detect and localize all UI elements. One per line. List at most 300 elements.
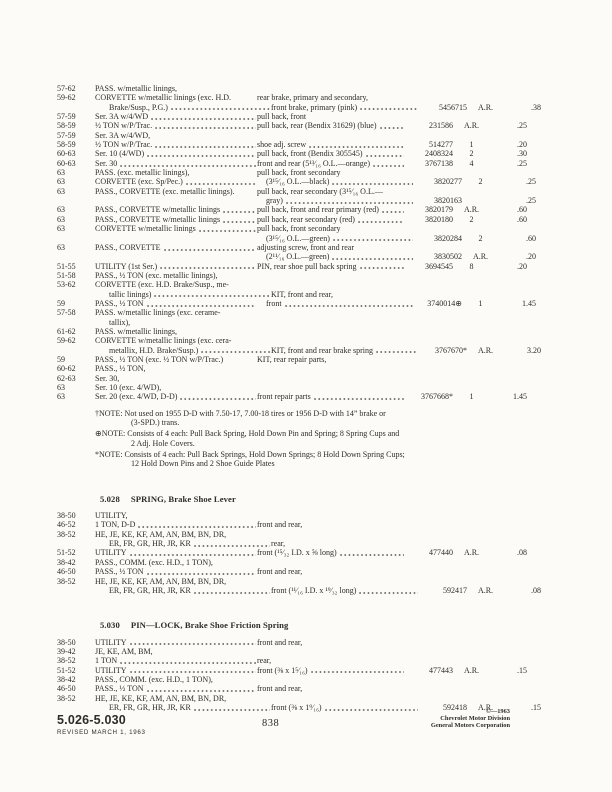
col-quantity: A.R. <box>477 345 494 355</box>
col-quantity: A.R. <box>472 252 489 262</box>
col-years: 60-62 <box>57 364 76 374</box>
col-model <box>95 121 257 130</box>
section-number: 5.030 <box>100 620 120 631</box>
col-model <box>95 168 257 177</box>
table-row <box>57 345 541 355</box>
model-text: Ser. 30 <box>95 158 118 168</box>
footer-left <box>57 713 146 736</box>
col-price: .25 <box>517 158 527 168</box>
col-quantity: A.R. <box>463 205 480 215</box>
leader-dots <box>164 249 256 251</box>
description-text: pull back, rear secondary (3¹⁵⁄₁₆ O.L.— <box>257 186 383 196</box>
leader-dots <box>286 202 413 204</box>
table-row <box>57 140 527 149</box>
model-text: Ser. 30, <box>95 373 120 383</box>
description-text: pull back, rear (Bendix 31629) (blue) <box>257 121 377 131</box>
leader-dots <box>380 127 404 129</box>
model-text: HE, JE, KE, KF, AM, AN, BM, BN, DR, <box>95 529 227 539</box>
table-row <box>57 121 527 130</box>
note <box>57 450 527 469</box>
col-description <box>271 103 419 112</box>
description-text: pull back, front secondary <box>257 168 341 178</box>
col-model <box>95 243 257 252</box>
leader-dots <box>147 155 256 157</box>
col-years: 63 <box>57 383 65 392</box>
col-model <box>95 355 257 364</box>
table-row <box>57 252 536 262</box>
table-row <box>57 149 527 158</box>
model-text: PASS., ½ TON (exc. metallic linings), <box>95 270 218 280</box>
col-years: 63 <box>57 186 65 196</box>
table-row <box>57 548 527 557</box>
col-model <box>95 656 257 665</box>
leader-dots <box>360 108 418 110</box>
leader-dots <box>223 221 256 223</box>
table-row <box>57 177 536 187</box>
col-quantity: 2 <box>469 214 474 224</box>
leader-dots <box>147 305 256 307</box>
col-model <box>95 327 257 336</box>
col-model <box>95 567 257 576</box>
note-line-2: 12 Hold Down Pins and 2 Shoe Guide Plates <box>131 459 275 469</box>
note <box>57 429 527 448</box>
description-text: (3¹⁵⁄₁₆ O.L.—green) <box>266 233 330 243</box>
col-part-number: 231586 <box>429 121 453 131</box>
col-years: 38-52 <box>57 576 76 586</box>
model-text: PASS., ½ TON <box>95 567 144 577</box>
col-model <box>95 539 271 548</box>
col-model <box>95 364 257 373</box>
table-row <box>57 298 536 308</box>
col-years: 62-63 <box>57 373 76 383</box>
col-model <box>95 308 257 317</box>
col-model <box>95 280 257 289</box>
col-part-number: 3767668* <box>421 392 453 402</box>
leader-dots <box>180 398 256 400</box>
table-row <box>57 638 527 647</box>
model-text: HE, JE, KE, KF, AM, AN, BM, BN, DR, <box>95 576 227 586</box>
model-text: UTILITY <box>95 637 127 647</box>
col-part-number: 3740014⊕ <box>427 298 462 308</box>
table-row <box>57 131 527 140</box>
note-line-2: 2 Adj. Hole Covers. <box>131 438 195 448</box>
col-model <box>95 205 257 214</box>
model-text: ½ TON w/P/Trac. <box>95 121 153 131</box>
note <box>57 409 527 428</box>
col-model <box>95 666 257 675</box>
col-price: .60 <box>517 214 527 224</box>
col-description <box>257 243 405 252</box>
model-text: ER, FR, GR, HR, JR, KR <box>109 702 191 712</box>
col-years: 53-62 <box>57 280 76 290</box>
model-text: UTILITY <box>95 665 127 675</box>
col-description <box>257 567 405 576</box>
col-years: 63 <box>57 224 65 234</box>
col-part-number: 5456715 <box>439 102 467 112</box>
catalog-content <box>57 84 541 712</box>
col-years: 58-59 <box>57 121 76 131</box>
col-model <box>95 346 271 355</box>
col-quantity: A.R. <box>477 102 494 112</box>
col-model <box>95 558 257 567</box>
col-model <box>95 530 257 539</box>
col-part-number: 592417 <box>443 585 467 595</box>
model-text: PASS., CORVETTE (exc. metallic linings). <box>95 186 235 196</box>
col-description <box>257 149 405 158</box>
col-quantity: A.R. <box>463 665 480 675</box>
table-row <box>57 196 536 206</box>
leader-dots <box>194 592 270 594</box>
description-text: pull back, rear secondary (red) <box>257 214 355 224</box>
col-years: 63 <box>57 392 65 402</box>
leader-dots <box>171 108 270 110</box>
col-model <box>95 262 257 271</box>
col-description <box>257 234 414 243</box>
col-quantity: A.R. <box>463 121 480 131</box>
model-text: Ser. 3A w/4/WD <box>95 112 149 122</box>
col-part-number: 3767670* <box>435 345 467 355</box>
model-text: HE, JE, KE, KF, AM, AN, BM, BN, DR, <box>95 693 227 703</box>
col-model <box>95 694 257 703</box>
col-model <box>95 318 271 327</box>
table-row <box>57 666 527 675</box>
col-years: 38-52 <box>57 529 76 539</box>
col-model <box>95 149 257 158</box>
leader-dots <box>130 671 256 673</box>
col-years: 59-62 <box>57 93 76 103</box>
table-row <box>57 355 527 364</box>
col-model <box>95 548 257 557</box>
col-quantity: 2 <box>469 149 474 159</box>
leader-dots <box>314 398 404 400</box>
col-part-number: 3820163 <box>434 196 462 206</box>
col-description <box>257 93 405 102</box>
leader-dots <box>332 258 413 260</box>
col-model <box>95 159 257 168</box>
col-model <box>95 675 257 684</box>
col-description <box>257 656 405 665</box>
description-text: pull back, front secondary <box>257 224 341 234</box>
col-price: .25 <box>526 177 536 187</box>
col-description <box>257 355 405 364</box>
leader-dots <box>155 146 256 148</box>
table-row <box>57 539 527 548</box>
model-text: PASS., CORVETTE w/metallic linings <box>95 205 221 215</box>
table-row <box>57 647 527 656</box>
description-text: pull back, front (Bendix 305545) <box>257 149 363 159</box>
note-line-1: ⊕NOTE: Consists of 4 each: Pull Back Spring, Hold Down Pin and Spring; 8 Spring Cups and <box>95 429 400 439</box>
table-row <box>57 530 527 539</box>
col-model <box>95 511 257 520</box>
model-text: CORVETTE (exc. Sp/Pec.) <box>95 177 183 187</box>
leader-dots <box>373 165 404 167</box>
col-description <box>271 346 419 355</box>
leader-dots <box>194 545 270 547</box>
model-text: ER, FR, GR, HR, JR, KR <box>109 585 191 595</box>
col-price: .08 <box>531 585 541 595</box>
col-part-number: 3820180 <box>425 214 453 224</box>
col-years: 51-52 <box>57 548 76 558</box>
table-row <box>57 159 527 168</box>
description-text: front <box>266 298 282 308</box>
leader-dots <box>130 554 256 556</box>
col-price: .30 <box>517 149 527 159</box>
table-row <box>57 262 527 271</box>
description-text: pull back, front and rear primary (red) <box>257 205 379 215</box>
note-line-1: †NOTE: Not used on 1955 D-D with 7.50-17, 7.00-18 tires or 1956 D-D with 14” brake or <box>95 408 386 418</box>
col-description <box>257 684 405 693</box>
col-quantity: 2 <box>478 233 483 243</box>
col-quantity: 8 <box>469 261 474 271</box>
footer-copyright <box>377 708 510 729</box>
col-description <box>257 262 405 271</box>
col-quantity: A.R. <box>477 585 494 595</box>
leader-dots <box>194 709 270 711</box>
table-row <box>57 694 527 703</box>
description-text: rear, <box>257 656 272 666</box>
section-5026-continued <box>57 84 541 469</box>
col-price: .20 <box>526 252 536 262</box>
col-model <box>95 684 257 693</box>
copyright-division: Chevrolet Motor Division <box>440 715 510 722</box>
col-years: 59 <box>57 298 65 308</box>
col-years: 57-58 <box>57 308 76 318</box>
table-row <box>57 215 527 224</box>
col-model <box>95 177 257 186</box>
parts-table <box>57 637 541 713</box>
col-description <box>257 196 414 205</box>
leader-dots <box>309 146 404 148</box>
model-text: PASS., ½ TON, <box>95 364 146 374</box>
model-text: PASS., CORVETTE <box>95 242 161 252</box>
leader-dots <box>120 662 256 664</box>
col-quantity: 1 <box>478 298 483 308</box>
model-text: 1 TON, D-D <box>95 520 136 530</box>
description-text: KIT, front and rear, <box>271 289 333 299</box>
col-years: 57-59 <box>57 130 76 140</box>
model-text: tallic linings) <box>109 289 152 299</box>
col-model <box>95 187 257 196</box>
table-row <box>57 520 527 529</box>
col-part-number: 514277 <box>429 140 453 150</box>
model-text: PASS. w/metallic linings, <box>95 84 177 93</box>
description-text: front and rear, <box>257 684 303 694</box>
col-years: 63 <box>57 242 65 252</box>
col-years: 46-50 <box>57 567 76 577</box>
leader-dots <box>147 573 256 575</box>
footer-section-range: 5.026-5.030 <box>57 713 126 727</box>
col-price: 1.45 <box>513 392 527 402</box>
description-text: front brake, primary (pink) <box>271 102 358 112</box>
col-model <box>95 647 257 656</box>
model-text: ER, FR, GR, HR, JR, KR <box>109 539 191 549</box>
col-years: 61-62 <box>57 326 76 336</box>
col-description <box>257 205 405 214</box>
col-years: 58-59 <box>57 140 76 150</box>
col-price: .20 <box>517 261 527 271</box>
col-description <box>271 539 419 548</box>
col-years: 39-42 <box>57 646 76 656</box>
model-text: CORVETTE w/metallic linings (exc. H.D. <box>95 93 231 103</box>
model-text: UTILITY (1st Ser.) <box>95 261 158 271</box>
leader-dots <box>285 305 413 307</box>
model-text: CORVETTE w/metallic linings <box>95 224 196 234</box>
col-part-number: 3820284 <box>434 233 462 243</box>
model-text: Ser. 20 (exc. 4/WD, D-D) <box>95 392 178 402</box>
col-price: .20 <box>517 140 527 150</box>
section-5030 <box>57 620 541 712</box>
col-years: 38-52 <box>57 693 76 703</box>
description-text: pull back, front <box>257 112 307 122</box>
model-text: JE, KE, AM, BM, <box>95 646 153 656</box>
col-description <box>257 168 405 177</box>
model-text: 1 TON <box>95 656 118 666</box>
description-text: front (¹¹⁄₁₆ I.D. x ¹⁹⁄₃₂ long) <box>271 585 357 595</box>
copyright-year: ©—1963 <box>486 708 510 715</box>
table-row <box>57 187 527 196</box>
col-years: 60-63 <box>57 149 76 159</box>
col-description <box>257 548 405 557</box>
col-quantity: 1 <box>469 140 474 150</box>
model-text: PASS. w/metallic linings (exc. cerame- <box>95 308 221 318</box>
col-description <box>271 290 419 299</box>
col-model <box>95 112 257 121</box>
col-model <box>95 140 257 149</box>
leader-dots <box>199 230 256 232</box>
leader-dots <box>359 592 418 594</box>
col-years: 57-62 <box>57 84 76 93</box>
model-text: PASS., ½ TON <box>95 684 144 694</box>
section-5028 <box>57 493 541 595</box>
table-row <box>57 684 527 693</box>
col-part-number: 3767138 <box>425 158 453 168</box>
col-model <box>95 271 257 280</box>
table-row <box>57 577 527 586</box>
col-model <box>95 374 257 383</box>
model-text: PASS., COMM. (exc. H.D., 1 TON), <box>95 557 213 567</box>
leader-dots <box>151 118 256 120</box>
col-years: 46-52 <box>57 520 76 530</box>
col-model <box>95 215 257 224</box>
col-price: .60 <box>517 205 527 215</box>
leader-dots <box>311 671 404 673</box>
col-description <box>257 112 405 121</box>
table-row <box>57 280 527 289</box>
table-row <box>57 205 527 214</box>
description-text: front (⅜ x 1⁹⁄₁₆) <box>271 702 322 712</box>
col-model <box>95 392 257 401</box>
leader-dots <box>376 351 418 353</box>
col-model <box>95 299 257 308</box>
col-model <box>95 84 257 93</box>
col-price: 3.20 <box>527 345 541 355</box>
col-years: 63 <box>57 214 65 224</box>
model-text: ½ TON w/P/Trac. <box>95 140 153 150</box>
leader-dots <box>340 554 404 556</box>
table-row <box>57 392 527 401</box>
col-price: 1.45 <box>522 298 536 308</box>
col-description <box>257 299 414 308</box>
leader-dots <box>358 221 404 223</box>
model-text: PASS. (exc. metallic linings), <box>95 168 190 178</box>
col-description <box>257 520 405 529</box>
table-row <box>57 656 527 665</box>
col-model <box>95 703 271 712</box>
col-quantity: A.R. <box>477 702 494 712</box>
col-model <box>95 577 257 586</box>
leader-dots <box>366 155 404 157</box>
leader-dots <box>138 526 256 528</box>
col-years: 59-62 <box>57 336 76 346</box>
col-years: 63 <box>57 177 65 187</box>
model-text: PASS. w/metallic linings, <box>95 326 177 336</box>
leader-dots <box>382 211 404 213</box>
col-years: 60-63 <box>57 158 76 168</box>
col-part-number: 477443 <box>429 665 453 675</box>
col-part-number: 3694545 <box>425 261 453 271</box>
col-description <box>257 159 405 168</box>
col-price: .15 <box>531 702 541 712</box>
col-price: .15 <box>517 665 527 675</box>
table-row <box>57 224 527 233</box>
col-price: .60 <box>526 233 536 243</box>
col-years: 38-50 <box>57 637 76 647</box>
col-years: 51-58 <box>57 270 76 280</box>
col-description <box>257 392 405 401</box>
parts-table <box>57 84 541 402</box>
table-row <box>57 168 527 177</box>
col-quantity: 4 <box>469 158 474 168</box>
leader-dots <box>155 127 256 129</box>
table-row <box>57 308 527 317</box>
col-model <box>95 638 257 647</box>
leader-dots <box>130 643 256 645</box>
model-text: PASS., COMM. (exc. H.D., 1 TON), <box>95 674 213 684</box>
col-years: 63 <box>57 205 65 215</box>
col-quantity: 2 <box>478 177 483 187</box>
leader-dots <box>360 267 404 269</box>
col-years: 51-55 <box>57 261 76 271</box>
table-row <box>57 93 527 102</box>
col-part-number: 592418 <box>443 702 467 712</box>
col-price: .08 <box>517 548 527 558</box>
col-description <box>257 638 405 647</box>
table-row <box>57 558 527 567</box>
model-text: Brake/Susp., P.G.) <box>109 102 168 112</box>
table-row <box>57 383 527 392</box>
model-text: tallix), <box>109 317 131 327</box>
model-text: Ser. 10 (4/WD) <box>95 149 145 159</box>
description-text: rear brake, primary and secondary, <box>257 93 368 103</box>
leader-dots <box>333 239 413 241</box>
leader-dots <box>147 690 256 692</box>
model-text: Ser. 10 (exc. 4/WD), <box>95 383 162 392</box>
model-text: PASS., CORVETTE w/metallic linings <box>95 214 221 224</box>
description-text: front and rear, <box>257 567 303 577</box>
col-years: 38-42 <box>57 674 76 684</box>
section-number: 5.028 <box>100 493 120 504</box>
col-description <box>257 252 414 261</box>
leader-dots <box>201 351 270 353</box>
model-text: UTILITY, <box>95 511 128 521</box>
col-part-number: 3820277 <box>434 177 462 187</box>
col-description <box>257 140 405 149</box>
description-text: (3¹⁵⁄₁₆ O.L.—black) <box>266 177 330 187</box>
description-text: front and rear, <box>257 637 303 647</box>
description-text: front (¹⁵⁄₃₂ I.D. x ⅝ long) <box>257 548 337 558</box>
table-row <box>57 102 541 112</box>
col-price: .25 <box>526 196 536 206</box>
